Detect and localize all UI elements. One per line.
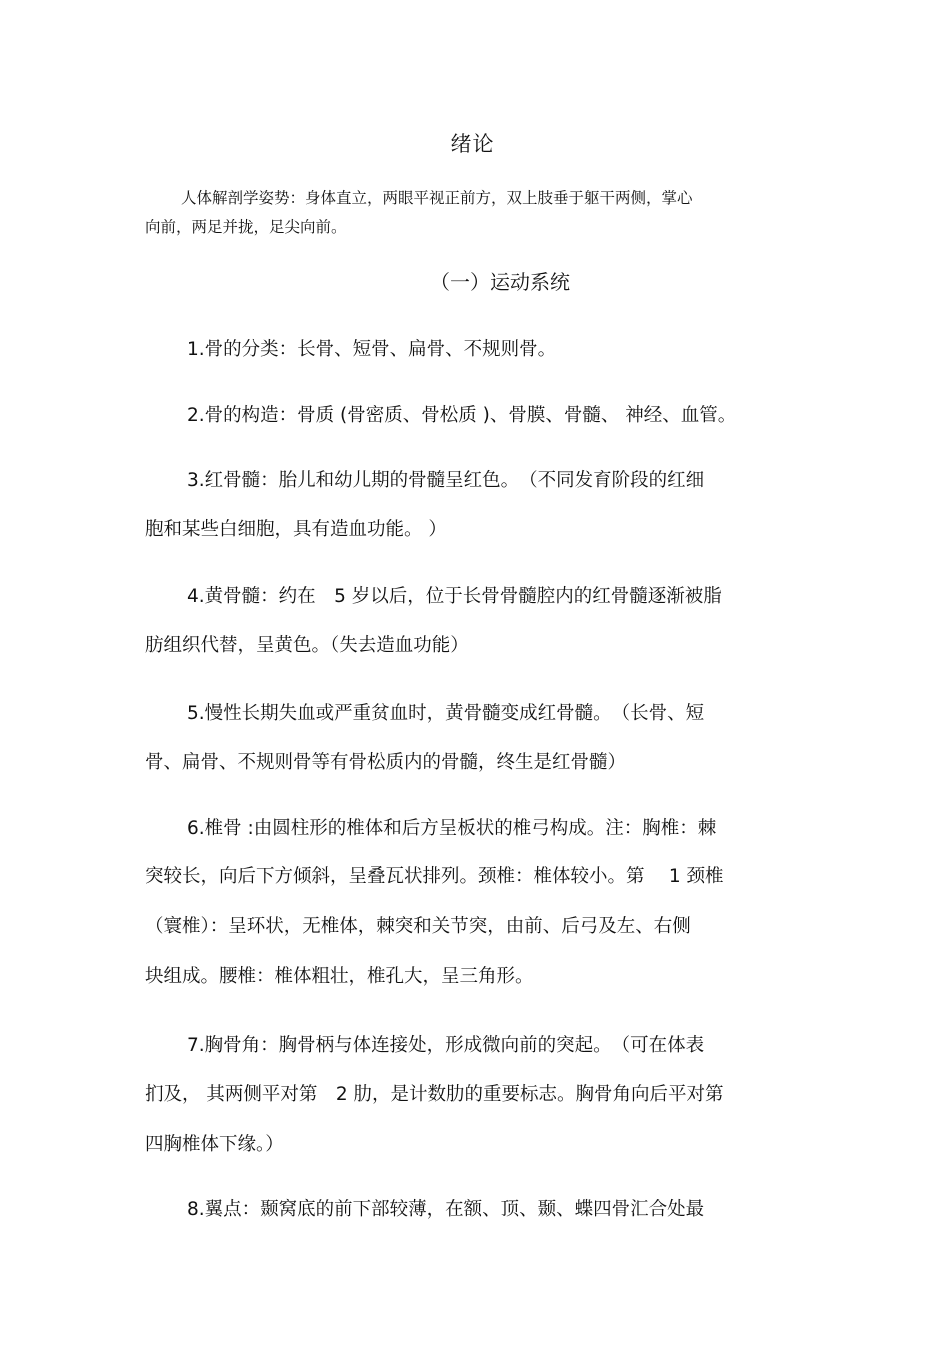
item-line: 1.骨的分类：长骨、短骨、扁骨、不规则骨。	[187, 339, 557, 360]
page-title: 绪论	[450, 132, 495, 156]
item-line: 突较长，向后下方倾斜，呈叠瓦状排列。颈椎：椎体较小。第 1 颈椎	[145, 866, 724, 887]
list-item	[145, 337, 815, 363]
section-heading: （一）运动系统	[430, 270, 570, 294]
list-item	[145, 468, 815, 543]
item-line: 3.红骨髓：胎儿和幼儿期的骨髓呈红色。 （不同发育阶段的红细	[187, 470, 705, 491]
list-item	[145, 403, 815, 429]
item-line: 胞和某些白细胞，具有造血功能。 ）	[145, 519, 447, 540]
item-line: 7.胸骨角：胸骨柄与体连接处，形成微向前的突起。 （可在体表	[187, 1035, 705, 1056]
item-line: （寰椎）：呈环状，无椎体，棘突和关节突，由前、后弓及左、右侧	[145, 916, 691, 937]
item-line: 5.慢性长期失血或严重贫血时，黄骨髓变成红骨髓。 （长骨、短	[187, 703, 705, 724]
intro-line: 向前，两足并拢，足尖向前。	[145, 218, 347, 236]
item-line: 肪组织代替，呈黄色。（失去造血功能）	[145, 635, 469, 656]
list-item	[145, 701, 815, 776]
item-line: 8.翼点：颞窝底的前下部较薄，在额、顶、颞、蝶四骨汇合处最	[187, 1199, 705, 1220]
list-item	[145, 816, 815, 990]
item-line: 骨、扁骨、不规则骨等有骨松质内的骨髓，终生是红骨髓）	[145, 752, 627, 773]
item-line: 块组成。腰椎：椎体粗壮，椎孔大，呈三角形。	[145, 966, 534, 987]
list-item	[145, 584, 815, 659]
item-line: 2.骨的构造：骨质 (骨密质、骨松质 )、骨膜、骨髓、 神经、血管。	[187, 405, 737, 426]
list-item	[145, 1033, 815, 1158]
intro-paragraph	[145, 184, 785, 242]
list-item	[145, 1197, 815, 1223]
item-line: 四胸椎体下缘。）	[145, 1134, 284, 1155]
item-line: 4.黄骨髓：约在 5 岁以后，位于长骨骨髓腔内的红骨髓逐渐被脂	[187, 586, 722, 607]
intro-line: 人体解剖学姿势：身体直立，两眼平视正前方，双上肢垂于躯干两侧，掌心	[181, 189, 693, 207]
item-line: 6.椎骨 :由圆柱形的椎体和后方呈板状的椎弓构成。注：胸椎：棘	[187, 818, 717, 839]
item-line: 扪及， 其两侧平对第 2 肋，是计数肋的重要标志。胸骨角向后平对第	[145, 1084, 724, 1105]
